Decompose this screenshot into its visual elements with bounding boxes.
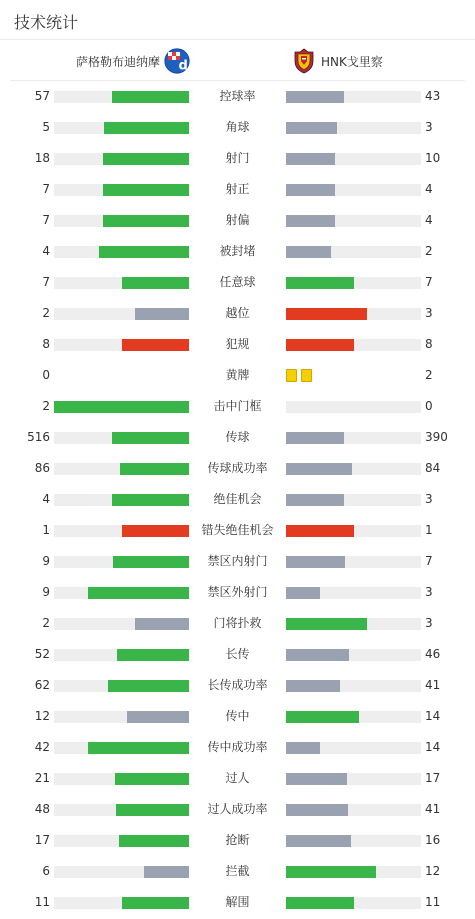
away-stat-bar: [286, 866, 376, 878]
home-stat-bar: [122, 339, 190, 351]
away-stat-bar: [286, 680, 340, 692]
away-stat-value: 3: [425, 616, 433, 630]
away-stat-value: 14: [425, 740, 441, 754]
home-stat-bar-track: [54, 897, 189, 909]
away-stat-bar-track: [286, 277, 421, 289]
away-stat-value: 0: [425, 399, 433, 413]
stat-row: [0, 763, 475, 794]
home-stat-value: 2: [42, 399, 50, 413]
away-stat-bar-track: [286, 246, 421, 258]
team-header: [10, 41, 465, 81]
away-stat-value: 7: [425, 275, 433, 289]
stat-row: [0, 329, 475, 360]
stat-row: [0, 608, 475, 639]
away-stat-bar: [286, 618, 367, 630]
home-stat-value: 57: [34, 89, 50, 103]
stat-label: 射正: [225, 182, 250, 196]
home-stat-bar-track: [54, 122, 189, 134]
away-stat-bar-track: [286, 773, 421, 785]
home-stat-bar: [103, 153, 189, 165]
home-stat-value: 7: [42, 213, 50, 227]
away-stat-value: 14: [425, 709, 441, 723]
stat-row: [0, 174, 475, 205]
stat-row: [0, 267, 475, 298]
page-title: 技术统计: [14, 13, 79, 32]
stat-row: [0, 391, 475, 422]
away-stat-bar-track: [286, 649, 421, 661]
home-stat-bar: [104, 122, 189, 134]
home-stat-bar: [122, 277, 190, 289]
home-stat-bar-track: [54, 91, 189, 103]
away-stat-bar-track: [286, 494, 421, 506]
home-stat-bar-track: [54, 835, 189, 847]
stat-label: 犯规: [225, 337, 250, 351]
away-stat-bar-track: [286, 339, 421, 351]
home-stat-bar-track: [54, 494, 189, 506]
away-stat-value: 11: [425, 895, 441, 909]
away-stat-bar: [286, 339, 354, 351]
stat-label: 击中门框: [213, 399, 262, 413]
away-stat-bar-track: [286, 91, 421, 103]
away-stat-value: 2: [425, 368, 433, 382]
home-stat-value: 7: [42, 275, 50, 289]
home-stat-bar-track: [54, 339, 189, 351]
stat-label: 解围: [225, 895, 250, 909]
away-stat-value: 390: [425, 430, 448, 444]
away-stat-value: 10: [425, 151, 441, 165]
away-stat-bar: [286, 215, 335, 227]
stat-label: 抢断: [225, 833, 250, 847]
home-stat-bar: [144, 866, 189, 878]
away-stat-bar: [286, 91, 344, 103]
stat-row: [0, 732, 475, 763]
home-stat-value: 21: [34, 771, 50, 785]
home-stat-value: 9: [42, 554, 50, 568]
yellow-card-icon: [286, 369, 297, 382]
dinamo-zagreb-crest-icon: [164, 48, 190, 74]
away-stat-bar: [286, 804, 348, 816]
stat-label: 长传: [225, 647, 250, 661]
stat-label: 射门: [225, 151, 250, 165]
stat-label: 控球率: [219, 89, 256, 103]
away-stat-value: 41: [425, 678, 441, 692]
away-stat-bar: [286, 587, 320, 599]
away-stat-value: 4: [425, 213, 433, 227]
away-stat-value: 16: [425, 833, 441, 847]
away-stat-bar-track: [286, 401, 421, 413]
away-stat-bar-track: [286, 587, 421, 599]
away-stat-bar-track: [286, 835, 421, 847]
away-stat-bar: [286, 246, 331, 258]
away-stat-bar: [286, 835, 351, 847]
away-stat-bar-track: [286, 215, 421, 227]
svg-text:d: d: [178, 58, 188, 74]
stat-row: [0, 298, 475, 329]
away-stat-value: 8: [425, 337, 433, 351]
home-stat-bar-track: [54, 742, 189, 754]
home-stat-value: 8: [42, 337, 50, 351]
away-stat-value: 3: [425, 585, 433, 599]
away-team-name: HNK戈里察: [321, 54, 383, 69]
stat-row: [0, 484, 475, 515]
away-stat-value: 4: [425, 182, 433, 196]
stat-label: 传中成功率: [207, 740, 268, 754]
away-stat-bar-track: [286, 184, 421, 196]
stat-row: [0, 515, 475, 546]
home-stat-bar-track: [54, 804, 189, 816]
stat-row: [0, 825, 475, 856]
away-stat-bar: [286, 742, 320, 754]
home-stat-value: 2: [42, 616, 50, 630]
home-stat-value: 62: [34, 678, 50, 692]
away-team[interactable]: [291, 41, 383, 81]
home-team[interactable]: [76, 41, 190, 81]
stat-label: 长传成功率: [207, 678, 268, 692]
home-stat-bar: [112, 432, 189, 444]
yellow-card-icon: [301, 369, 312, 382]
home-stat-bar-track: [54, 649, 189, 661]
away-stat-value: 1: [425, 523, 433, 537]
stat-row: [0, 112, 475, 143]
away-stat-value: 84: [425, 461, 441, 475]
away-stat-bar-track: [286, 866, 421, 878]
away-stat-bar: [286, 432, 344, 444]
stat-label: 传中: [225, 709, 250, 723]
home-stat-bar-track: [54, 215, 189, 227]
home-stat-value: 1: [42, 523, 50, 537]
stat-row: [0, 887, 475, 918]
away-stat-bar-track: [286, 618, 421, 630]
home-stat-bar-track: [54, 711, 189, 723]
home-stat-value: 516: [27, 430, 50, 444]
stat-label: 越位: [225, 306, 250, 320]
away-stat-bar: [286, 463, 352, 475]
home-stat-value: 4: [42, 244, 50, 258]
away-stat-bar-track: [286, 711, 421, 723]
stat-row: [0, 670, 475, 701]
away-stat-bar-track: [286, 432, 421, 444]
home-stat-bar: [103, 184, 189, 196]
stat-row: [0, 794, 475, 825]
home-stat-bar-track: [54, 618, 189, 630]
away-stat-bar: [286, 773, 347, 785]
stat-label: 任意球: [219, 275, 256, 289]
away-stat-bar-track: [286, 463, 421, 475]
stat-row: [0, 546, 475, 577]
stat-label: 禁区外射门: [207, 585, 268, 599]
yellow-cards: [286, 369, 312, 383]
away-stat-bar: [286, 184, 335, 196]
home-stat-bar: [135, 308, 189, 320]
stat-label: 角球: [225, 120, 250, 134]
away-stat-bar: [286, 308, 367, 320]
home-stat-value: 17: [34, 833, 50, 847]
stat-label: 被封堵: [219, 244, 256, 258]
home-stat-bar-track: [54, 463, 189, 475]
home-stat-value: 18: [34, 151, 50, 165]
home-stat-value: 6: [42, 864, 50, 878]
stat-row: [0, 639, 475, 670]
away-stat-bar: [286, 525, 354, 537]
stat-row: [0, 701, 475, 732]
away-stat-bar-track: [286, 556, 421, 568]
home-stat-bar-track: [54, 866, 189, 878]
home-stat-value: 2: [42, 306, 50, 320]
away-stat-bar-track: [286, 525, 421, 537]
home-stat-bar: [112, 91, 189, 103]
stat-label: 错失绝佳机会: [201, 523, 274, 537]
stat-row: [0, 81, 475, 112]
stat-row: [0, 453, 475, 484]
home-stat-bar-track: [54, 556, 189, 568]
away-stat-bar-track: [286, 122, 421, 134]
hnk-gorica-crest-icon: [291, 48, 317, 74]
home-stat-value: 11: [34, 895, 50, 909]
away-stat-value: 3: [425, 492, 433, 506]
home-stat-bar-track: [54, 773, 189, 785]
away-stat-bar: [286, 153, 335, 165]
away-stat-bar-track: [286, 804, 421, 816]
away-stat-value: 2: [425, 244, 433, 258]
home-stat-bar-track: [54, 308, 189, 320]
home-stat-bar: [113, 556, 189, 568]
home-stat-bar-track: [54, 432, 189, 444]
home-stat-bar-track: [54, 525, 189, 537]
home-stat-bar: [116, 804, 189, 816]
stat-row: [0, 856, 475, 887]
home-stat-value: 52: [34, 647, 50, 661]
home-stat-value: 48: [34, 802, 50, 816]
home-stat-bar-track: [54, 680, 189, 692]
away-stat-bar: [286, 494, 344, 506]
away-stat-bar-track: [286, 308, 421, 320]
stat-row: [0, 422, 475, 453]
home-stat-bar: [108, 680, 189, 692]
home-stat-bar: [103, 215, 189, 227]
home-stat-bar-track: [54, 246, 189, 258]
home-stat-value: 12: [34, 709, 50, 723]
home-stat-value: 0: [42, 368, 50, 382]
stat-row: [0, 236, 475, 267]
away-stat-bar: [286, 277, 354, 289]
away-stat-bar: [286, 897, 354, 909]
away-stat-bar: [286, 122, 337, 134]
home-stat-value: 9: [42, 585, 50, 599]
home-stat-bar: [54, 401, 189, 413]
away-stat-value: 17: [425, 771, 441, 785]
home-stat-bar: [88, 742, 189, 754]
away-stat-bar: [286, 556, 345, 568]
home-stat-bar-track: [54, 401, 189, 413]
away-stat-value: 7: [425, 554, 433, 568]
home-stat-value: 7: [42, 182, 50, 196]
away-stat-bar: [286, 649, 349, 661]
home-stat-bar: [119, 835, 189, 847]
away-stat-bar-track: [286, 153, 421, 165]
away-stat-value: 41: [425, 802, 441, 816]
stat-label: 过人: [225, 771, 250, 785]
home-stat-bar-track: [54, 587, 189, 599]
away-stat-bar-track: [286, 680, 421, 692]
stat-label: 黄牌: [225, 368, 250, 382]
home-stat-value: 4: [42, 492, 50, 506]
home-stat-bar: [99, 246, 189, 258]
home-stat-value: 86: [34, 461, 50, 475]
stats-list: [0, 81, 475, 918]
stat-label: 传球成功率: [207, 461, 268, 475]
home-stat-bar: [88, 587, 189, 599]
home-team-name: 萨格勒布迪纳摩: [75, 54, 160, 69]
stats-header: [0, 0, 475, 40]
stat-label: 禁区内射门: [207, 554, 268, 568]
stat-row: [0, 360, 475, 391]
away-stat-bar-track: [286, 742, 421, 754]
stat-label: 拦截: [225, 864, 250, 878]
home-stat-bar: [112, 494, 189, 506]
home-stat-value: 42: [34, 740, 50, 754]
home-stat-bar: [115, 773, 189, 785]
away-stat-value: 46: [425, 647, 441, 661]
stat-row: [0, 205, 475, 236]
stat-label: 门将扑救: [213, 616, 262, 630]
home-stat-value: 5: [42, 120, 50, 134]
stat-label: 射偏: [225, 213, 250, 227]
stat-label: 绝佳机会: [213, 492, 262, 506]
away-stat-bar: [286, 711, 359, 723]
away-stat-value: 43: [425, 89, 441, 103]
home-stat-bar: [122, 525, 190, 537]
home-stat-bar: [127, 711, 189, 723]
home-stat-bar-track: [54, 184, 189, 196]
home-stat-bar: [117, 649, 189, 661]
stat-row: [0, 577, 475, 608]
stat-row: [0, 143, 475, 174]
home-stat-bar: [120, 463, 189, 475]
stat-label: 传球: [225, 430, 250, 444]
home-stat-bar: [135, 618, 189, 630]
away-stat-value: 3: [425, 120, 433, 134]
stat-label: 过人成功率: [207, 802, 268, 816]
away-stat-value: 12: [425, 864, 441, 878]
home-stat-bar-track: [54, 277, 189, 289]
home-stat-bar-track: [54, 153, 189, 165]
away-stat-bar-track: [286, 897, 421, 909]
home-stat-bar: [122, 897, 190, 909]
away-stat-value: 3: [425, 306, 433, 320]
